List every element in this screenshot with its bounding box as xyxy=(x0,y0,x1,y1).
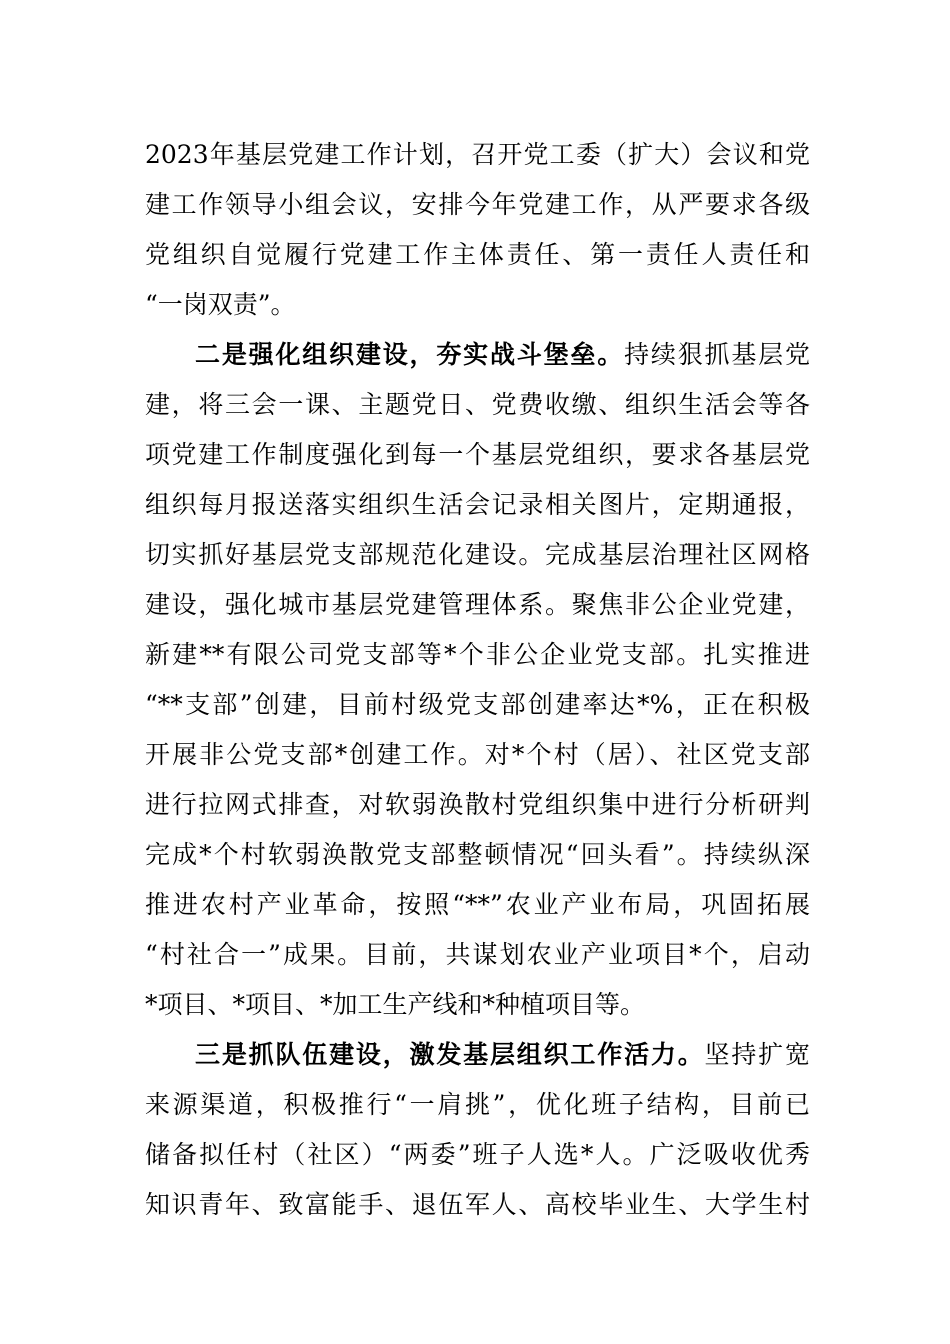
text-line: 进行拉网式排查，对软弱涣散村党组织集中进行分析研判 xyxy=(145,790,810,819)
text-line: 组织每月报送落实组织生活会记录相关图片，定期通报， xyxy=(145,490,810,519)
text-line: 来源渠道，积极推行“一肩挑”，优化班子结构，目前已 xyxy=(145,1090,810,1119)
paragraph-text: 坚持扩宽 xyxy=(704,1040,810,1069)
text-line: 完成*个村软弱涣散党支部整顿情况“回头看”。持续纵深 xyxy=(145,840,810,869)
text-line xyxy=(145,1030,810,1080)
text-line: 推进农村产业革命，按照“**”农业产业布局，巩固拓展 xyxy=(145,890,810,919)
text-line: 建设，强化城市基层党建管理体系。聚焦非公企业党建， xyxy=(145,590,810,619)
text-line: “一岗双责”。 xyxy=(145,290,296,319)
text-line: 建工作领导小组会议，安排今年党建工作，从严要求各级 xyxy=(145,190,810,219)
text-line: “**支部”创建，目前村级党支部创建率达*%，正在积极 xyxy=(145,690,810,719)
text-line: 2023年基层党建工作计划，召开党工委（扩大）会议和党 xyxy=(145,140,810,169)
text-line: *项目、*项目、*加工生产线和*种植项目等。 xyxy=(145,990,646,1019)
text-line: “村社合一”成果。目前，共谋划农业产业项目*个，启动 xyxy=(145,940,810,969)
paragraph-heading: 三是抓队伍建设，激发基层组织工作活力。 xyxy=(195,1040,705,1069)
text-line: 建，将三会一课、主题党日、党费收缴、组织生活会等各 xyxy=(145,390,810,419)
paragraph-2 xyxy=(145,330,810,1030)
paragraph-3 xyxy=(145,1030,810,1230)
paragraph-heading: 二是强化组织建设，夯实战斗堡垒。 xyxy=(195,340,625,369)
paragraph-1 xyxy=(145,130,810,330)
text-line: 储备拟任村（社区）“两委”班子人选*人。广泛吸收优秀 xyxy=(145,1140,810,1169)
text-line: 项党建工作制度强化到每一个基层党组织，要求各基层党 xyxy=(145,440,810,469)
text-line: 切实抓好基层党支部规范化建设。完成基层治理社区网格 xyxy=(145,540,810,569)
text-line: 新建**有限公司党支部等*个非公企业党支部。扎实推进 xyxy=(145,640,810,669)
paragraph-text: 持续狠抓基层党 xyxy=(624,340,810,369)
document-body xyxy=(145,130,810,1230)
text-line xyxy=(145,330,810,380)
text-line: 开展非公党支部*创建工作。对*个村（居）、社区党支部 xyxy=(145,740,810,769)
text-line: 党组织自觉履行党建工作主体责任、第一责任人责任和 xyxy=(145,240,810,269)
text-line: 知识青年、致富能手、退伍军人、高校毕业生、大学生村 xyxy=(145,1190,810,1219)
